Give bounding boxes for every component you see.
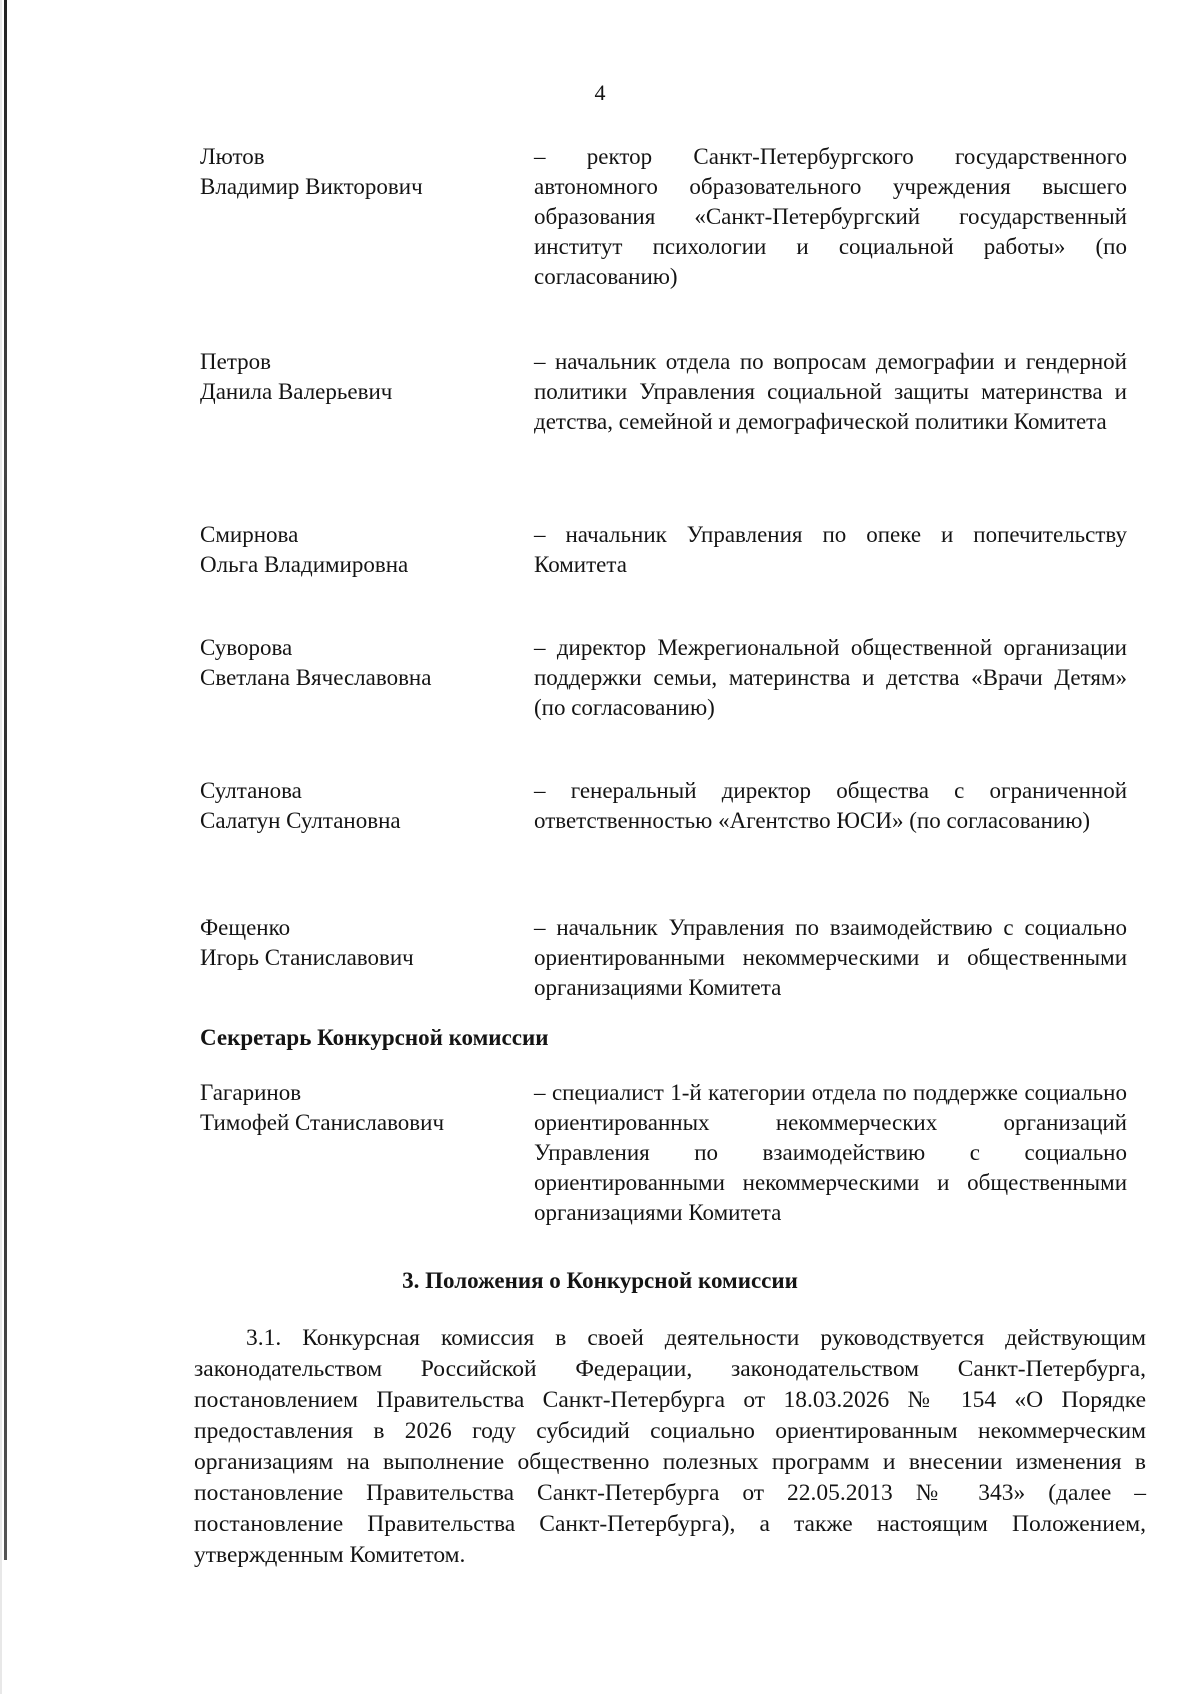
member-role: – специалист 1-й категории отдела по поддержке социально ориентированных некоммерческих организаций Управления по взаимодействию с социально ориентированными некоммерческими и общественными организациями Комитета (534, 1080, 1127, 1225)
member-surname: Лютов (200, 144, 265, 169)
member-name (200, 142, 500, 202)
member-given-names: Тимофей Станиславович (200, 1110, 445, 1135)
member-surname: Смирнова (200, 522, 299, 547)
member-given-names: Светлана Вячеславовна (200, 665, 432, 690)
member-surname: Петров (200, 349, 272, 374)
section-paragraph: 3.1. Конкурсная комиссия в своей деятельности руководствуется действующим законодательством Российской Федерации, законодательством Санкт-Петербурга, постановлением Правительства Санкт-Петербурга от 18.03.2026 № 154 «О Порядке предоставления в 2026 году субсидий социально ориентированным некоммерческим организациям на выполнение общественно полезных программ и внесении изменения в постановление Правительства Санкт-Петербурга от 22.05.2013 № 343» (далее – постановление Правительства Санкт-Петербурга), а также настоящим Положением, утвержденным Комитетом. (194, 1325, 1146, 1568)
member-given-names: Салатун Султановна (200, 808, 401, 833)
member-role: – начальник Управления по опеке и попечительству Комитета (534, 522, 1127, 577)
page-number: 4 (594, 80, 606, 105)
member-role: – директор Межрегиональной общественной организации поддержки семьи, материнства и детства «Врачи Детям» (по согласованию) (534, 635, 1127, 720)
member-role: – начальник отдела по вопросам демографии и гендерной политики Управления социальной защиты материнства и детства, семейной и демографической политики Комитета (534, 349, 1127, 434)
section-title: 3. Положения о Конкурсной комиссии (402, 1268, 798, 1293)
scan-border (0, 0, 2, 1694)
member-surname: Суворова (200, 635, 293, 660)
member-given-names: Игорь Станиславович (200, 945, 414, 970)
member-surname: Гагаринов (200, 1080, 302, 1105)
member-given-names: Данила Валерьевич (200, 379, 393, 404)
member-role: – генеральный директор общества с ограниченной ответственностью «Агентство ЮСИ» (по согласованию) (534, 778, 1127, 833)
member-role: – ректор Санкт-Петербургского государственного автономного образовательного учреждения высшего образования «Санкт-Петербургский государственный институт психологии и социальной работы» (по согласованию) (534, 144, 1127, 289)
member-name (200, 776, 500, 836)
member-surname: Фещенко (200, 915, 291, 940)
member-name (200, 633, 500, 693)
scan-binding-edge (4, 0, 7, 1560)
member-role: – начальник Управления по взаимодействию с социально ориентированными некоммерческими и общественными организациями Комитета (534, 915, 1127, 1000)
member-name (200, 347, 500, 407)
member-given-names: Владимир Викторович (200, 174, 423, 199)
member-name (200, 520, 500, 580)
secretary-heading: Секретарь Конкурсной комиссии (200, 1025, 549, 1050)
member-name (200, 1078, 500, 1138)
member-name (200, 913, 500, 973)
member-given-names: Ольга Владимировна (200, 552, 409, 577)
member-surname: Султанова (200, 778, 302, 803)
